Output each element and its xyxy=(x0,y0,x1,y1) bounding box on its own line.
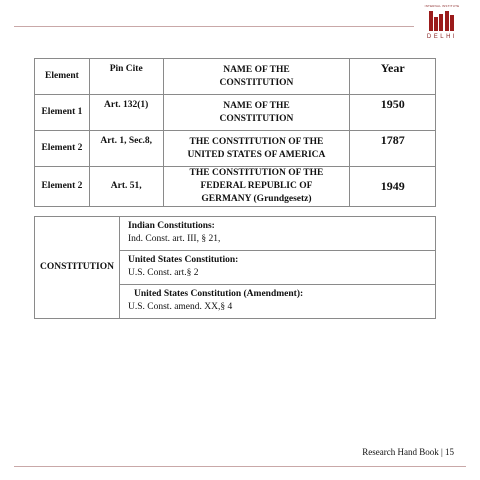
row-year: 1949 xyxy=(350,167,436,207)
entry-citation: U.S. Const. amend. XX,§ 4 xyxy=(128,302,233,312)
row-element: Element 1 xyxy=(35,95,90,131)
list-item xyxy=(120,285,436,319)
citation-table xyxy=(34,58,436,207)
entry-heading: United States Constitution: xyxy=(128,255,239,265)
row-element: Element 2 xyxy=(35,131,90,167)
entry-citation: Ind. Const. art. III, § 21, xyxy=(128,234,221,244)
row-pin-cite: Art. 51, xyxy=(89,167,163,207)
footer-rule xyxy=(14,466,466,467)
logo-tagline: INTERNAL INSTITUTE xyxy=(424,4,460,8)
header-rule xyxy=(14,26,414,27)
list-item xyxy=(120,217,436,251)
row-name: THE CONSTITUTION OF THE UNITED STATES OF AMERICA xyxy=(163,131,350,167)
row-year: 1787 xyxy=(350,131,436,167)
logo-mark-icon xyxy=(429,11,455,31)
header-element: Element xyxy=(35,59,90,95)
table-row xyxy=(35,217,436,251)
header-pin-cite: Pin Cite xyxy=(89,59,163,95)
list-item xyxy=(120,251,436,285)
institute-logo xyxy=(421,4,463,44)
entry-heading: Indian Constitutions: xyxy=(128,221,215,231)
table-row xyxy=(35,95,436,131)
row-element: Element 2 xyxy=(35,167,90,207)
entry-heading: United States Constitution (Amendment): xyxy=(134,289,304,299)
table-row xyxy=(35,167,436,207)
entry-citation: U.S. Const. art.§ 2 xyxy=(128,268,199,278)
table-header-row xyxy=(35,59,436,95)
row-pin-cite: Art. 132(1) xyxy=(89,95,163,131)
examples-table xyxy=(34,216,436,319)
examples-label: CONSTITUTION xyxy=(35,217,120,319)
header-year: Year xyxy=(350,59,436,95)
row-year: 1950 xyxy=(350,95,436,131)
logo-text: DELHI xyxy=(426,34,458,40)
row-name: THE CONSTITUTION OF THE FEDERAL REPUBLIC OF GERMANY (Grundgesetz) xyxy=(163,167,350,207)
header-name: NAME OF THE CONSTITUTION xyxy=(163,59,350,95)
row-pin-cite: Art. 1, Sec.8, xyxy=(89,131,163,167)
row-name: NAME OF THE CONSTITUTION xyxy=(163,95,350,131)
page-footer: Research Hand Book | 15 xyxy=(362,447,454,457)
table-row xyxy=(35,131,436,167)
